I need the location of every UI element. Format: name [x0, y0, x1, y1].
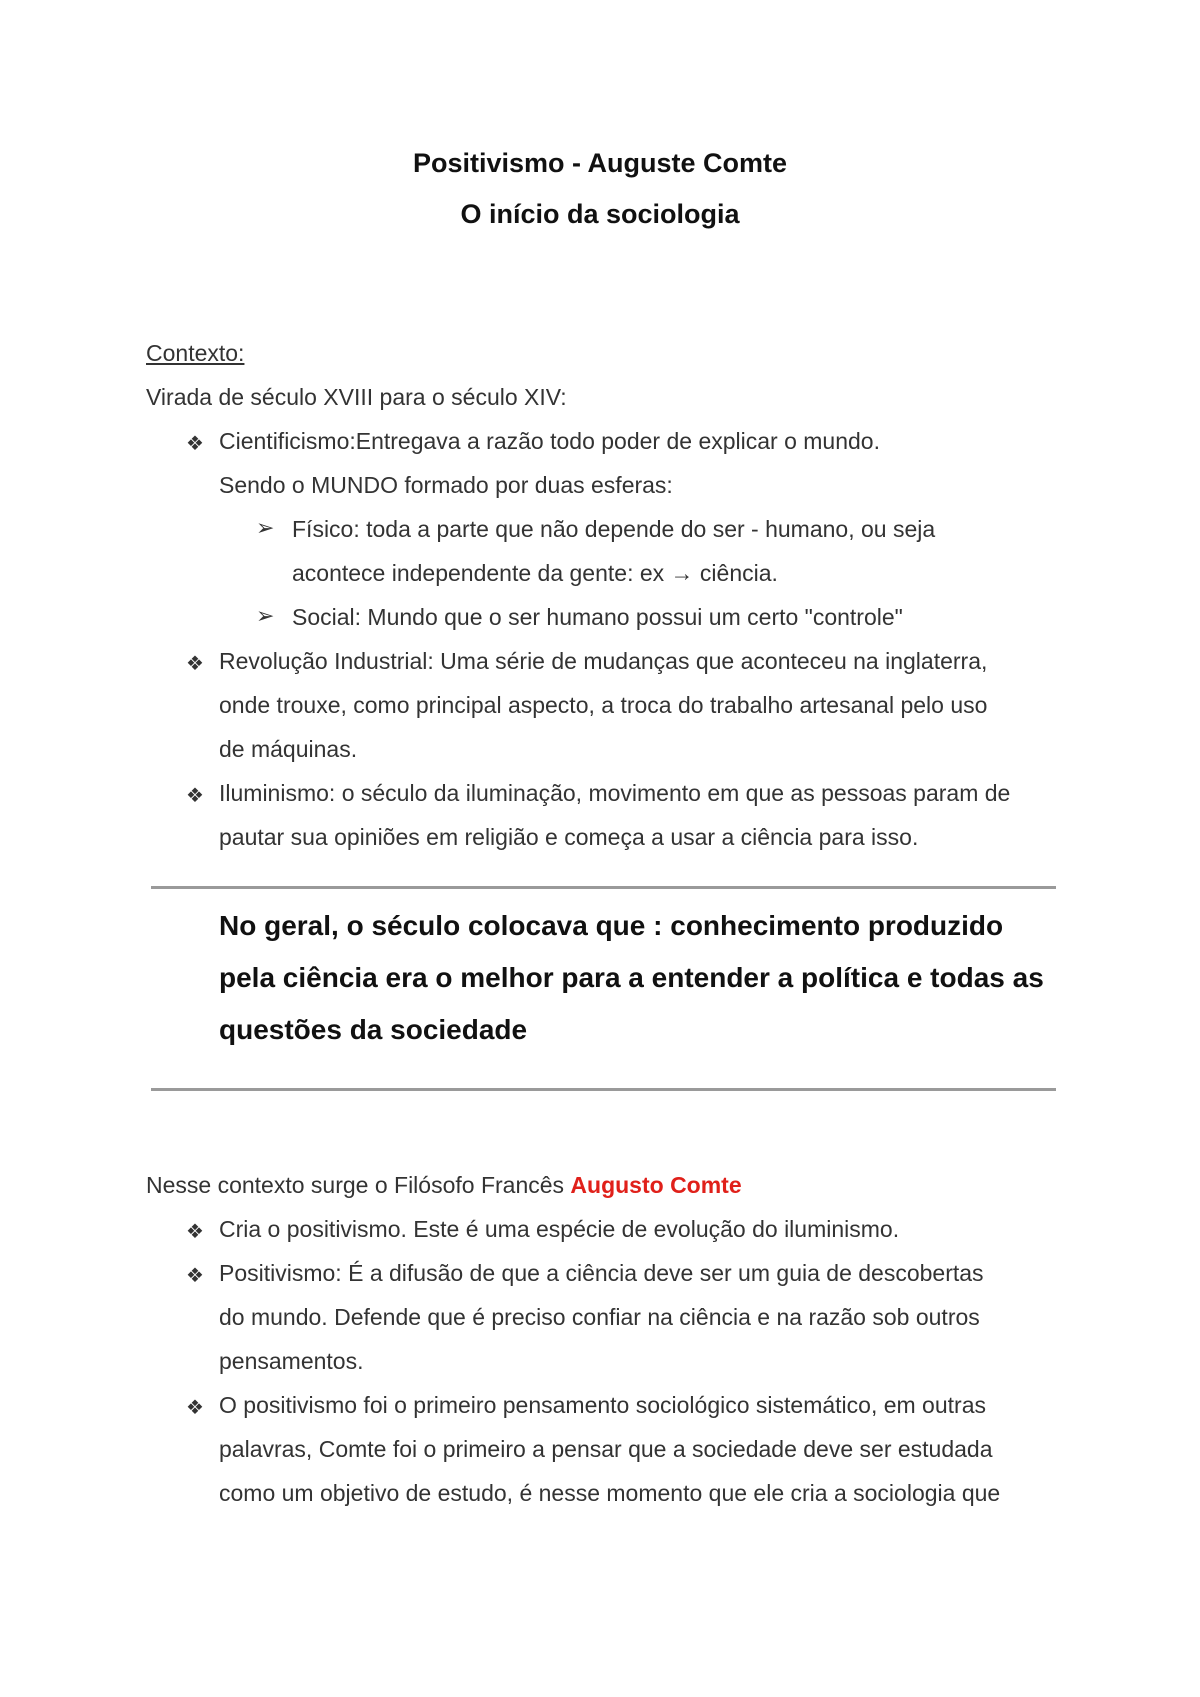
- arrow-bullet-icon: ➢: [256, 603, 275, 628]
- iluminismo-line-2: pautar sua opiniões em religião e começa a usar a ciência para isso.: [219, 824, 919, 850]
- horizontal-rule-top: [151, 886, 1056, 889]
- diamond-bullet-icon: ❖: [186, 653, 204, 675]
- diamond-bullet-icon: ❖: [186, 1221, 204, 1243]
- fisico-line-1: Físico: toda a parte que não depende do ser - humano, ou seja: [292, 516, 936, 542]
- comte-intro-text: Nesse contexto surge o Filósofo Francês: [146, 1172, 571, 1198]
- cientificismo-line-2: Sendo o MUNDO formado por duas esferas:: [219, 472, 673, 498]
- document-title: Positivismo - Auguste Comte: [412, 148, 788, 178]
- arrow-bullet-icon: ➢: [256, 515, 275, 540]
- positivismo-line-1: Positivismo: É a difusão de que a ciência deve ser um guia de descobertas: [219, 1260, 984, 1286]
- fisico-line-2: acontece independente da gente: ex → ciência.: [292, 560, 778, 586]
- contexto-intro: Virada de século XVIII para o século XIV:: [146, 384, 567, 410]
- social-line: Social: Mundo que o ser humano possui um certo "controle": [292, 604, 903, 630]
- primeiro-line-1: O positivismo foi o primeiro pensamento sociológico sistemático, em outras: [219, 1392, 986, 1418]
- cientificismo-line-1: Cientificismo:Entregava a razão todo poder de explicar o mundo.: [219, 428, 880, 454]
- document-subtitle: O início da sociologia: [460, 199, 740, 229]
- iluminismo-line-1: Iluminismo: o século da iluminação, movimento em que as pessoas param de: [219, 780, 1011, 806]
- revolucao-line-2: onde trouxe, como principal aspecto, a troca do trabalho artesanal pelo uso: [219, 692, 988, 718]
- diamond-bullet-icon: ❖: [186, 433, 204, 455]
- highlight-line-1: No geral, o século colocava que : conhecimento produzido: [219, 910, 1004, 941]
- comte-intro: [146, 1172, 742, 1199]
- contexto-heading: Contexto:: [146, 340, 245, 366]
- positivismo-line-2: do mundo. Defende que é preciso confiar na ciência e na razão sob outros: [219, 1304, 980, 1330]
- highlight-line-2: pela ciência era o melhor para a entender a política e todas as: [219, 962, 1044, 993]
- positivismo-line-3: pensamentos.: [219, 1348, 364, 1374]
- comte-name-highlight: Augusto Comte: [570, 1172, 742, 1198]
- revolucao-line-1: Revolução Industrial: Uma série de mudanças que aconteceu na inglaterra,: [219, 648, 988, 674]
- highlight-line-3: questões da sociedade: [219, 1014, 528, 1045]
- diamond-bullet-icon: ❖: [186, 785, 204, 807]
- diamond-bullet-icon: ❖: [186, 1397, 204, 1419]
- cria-line: Cria o positivismo. Este é uma espécie de evolução do iluminismo.: [219, 1216, 900, 1242]
- primeiro-line-2: palavras, Comte foi o primeiro a pensar que a sociedade deve ser estudada: [219, 1436, 993, 1462]
- diamond-bullet-icon: ❖: [186, 1265, 204, 1287]
- revolucao-line-3: de máquinas.: [219, 736, 358, 762]
- primeiro-line-3: como um objetivo de estudo, é nesse momento que ele cria a sociologia que: [219, 1480, 1001, 1506]
- horizontal-rule-bottom: [151, 1088, 1056, 1091]
